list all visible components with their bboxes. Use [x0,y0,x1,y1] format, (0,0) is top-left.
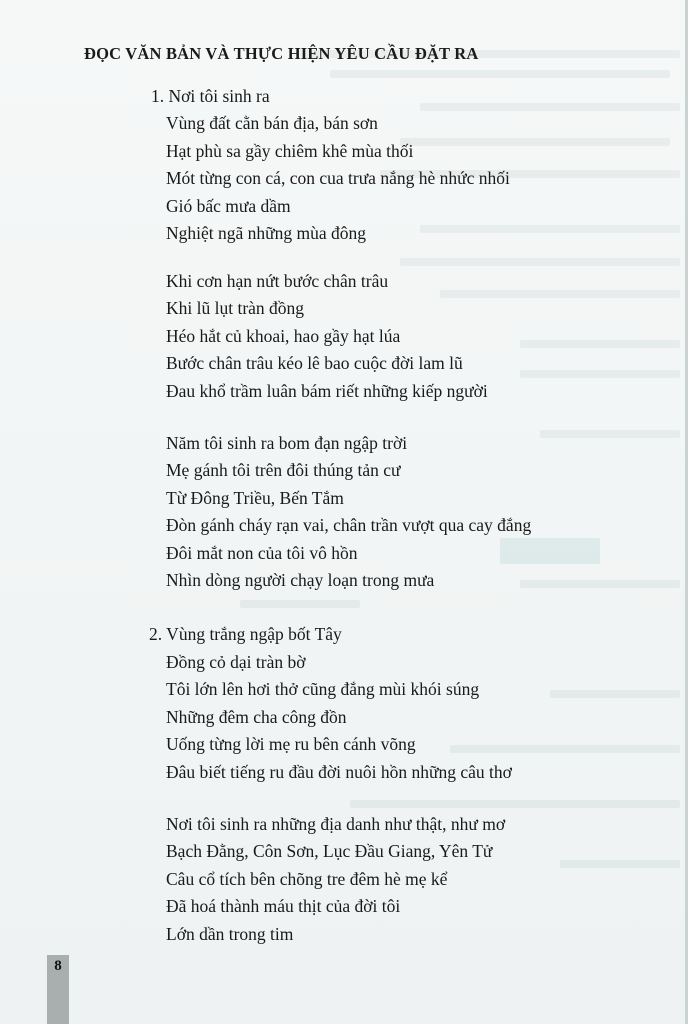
poem-line: Khi cơn hạn nứt bước chân trâu [166,271,389,291]
poem-line: Tôi lớn lên hơi thở cũng đắng mùi khói súng [166,679,480,699]
poem-line: Đau khổ trầm luân bám riết những kiếp người [166,381,488,401]
poem-line: Câu cổ tích bên chõng tre đêm hè mẹ kể [166,869,448,889]
poem-line: Năm tôi sinh ra bom đạn ngập trời [166,433,408,453]
poem-line: Nơi tôi sinh ra những địa danh như thật, như mơ [166,814,506,834]
poem-line: 2. Vùng trắng ngập bốt Tây [149,624,342,644]
poem-line: Vùng đất cằn bán địa, bán sơn [166,113,378,133]
poem-line: 1. Nơi tôi sinh ra [151,86,270,106]
poem-line: Đâu biết tiếng ru đầu đời nuôi hồn những câu thơ [166,762,512,782]
section-heading: ĐỌC VĂN BẢN VÀ THỰC HIỆN YÊU CẦU ĐẶT RA [84,44,479,63]
poem-line: Gió bấc mưa dầm [166,196,291,216]
page-number: 8 [54,958,62,974]
poem-line: Nhìn dòng người chạy loạn trong mưa [166,570,435,590]
poem-line: Những đêm cha công đồn [166,707,347,727]
poem-line: Mót từng con cá, con cua trưa nắng hè nhức nhối [166,168,510,188]
poem-line: Bước chân trâu kéo lê bao cuộc đời lam lũ [166,353,463,373]
poem-line: Đôi mắt non của tôi vô hồn [166,543,358,563]
poem-line: Nghiệt ngã những mùa đông [166,223,367,243]
poem-line: Từ Đông Triều, Bến Tắm [166,488,344,508]
poem-line: Bạch Đằng, Côn Sơn, Lục Đầu Giang, Yên Tử [166,841,493,861]
poem-line: Khi lũ lụt tràn đồng [166,298,305,318]
poem-line: Uống từng lời mẹ ru bên cánh võng [166,734,416,754]
poem-line: Đã hoá thành máu thịt của đời tôi [166,896,401,916]
poem-line: Đồng cỏ dại tràn bờ [166,652,306,672]
poem-line: Mẹ gánh tôi trên đôi thúng tản cư [166,460,401,480]
poem-line: Hạt phù sa gầy chiêm khê mùa thối [166,141,414,161]
poem-line: Lớn dần trong tim [166,924,294,944]
poem-line: Đòn gánh cháy rạn vai, chân trần vượt qua cay đắng [166,515,532,535]
poem-line: Héo hắt củ khoai, hao gầy hạt lúa [166,326,401,346]
